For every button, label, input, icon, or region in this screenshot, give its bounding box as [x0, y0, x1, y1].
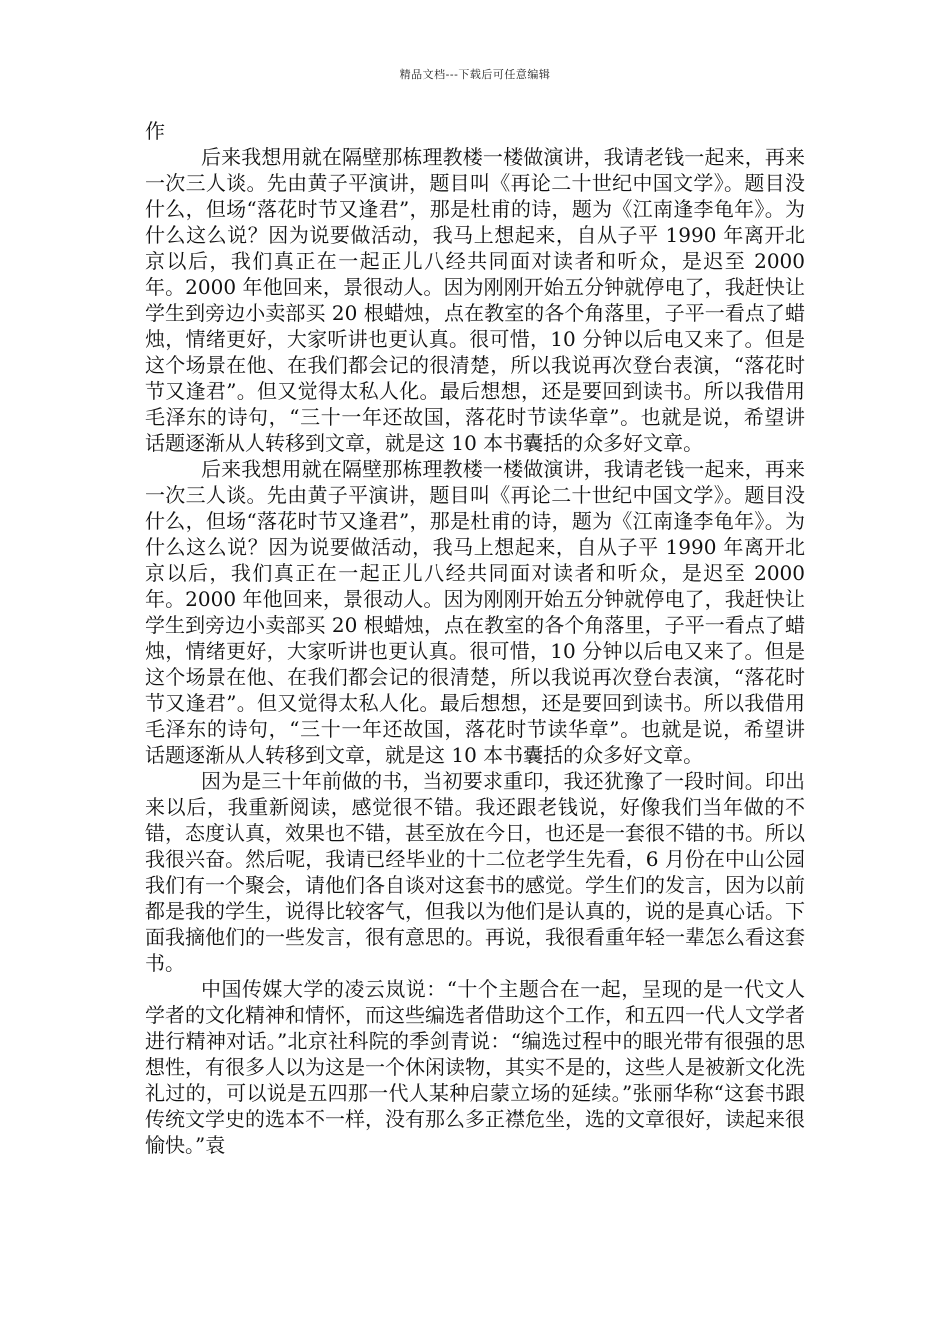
- paragraph: 后来我想用就在隔壁那栋理教楼一楼做演讲，我请老钱一起来，再来一次三人谈。先由黄子平演讲，题目叫《再论二十世纪中国文学》。题目没什么，但场“落花时节又逢君”，那是杜甫的诗，题为《江南逢李龟年》。为什么这么说？因为说要做活动，我马上想起来，自从子平 1990 年离开北京以后，我们真正在一起正儿八经共同面对读者和听众，是迟至 2000 年。2000 年他回来，景很动人。因为刚刚开始五分钟就停电了，我赶快让学生到旁边小卖部买 20 根蜡烛，点在教室的各个角落里，子平一看点了蜡烛，情绪更好，大家听讲也更认真。很可惜，10 分钟以后电又来了。但是这个场景在他、在我们都会记的很清楚，所以我说再次登台表演，“落花时节又逢君”。但又觉得太私人化。最后想想，还是要回到读书。所以我借用毛泽东的诗句，“三十一年还故国，落花时节读华章”。也就是说，希望讲话题逐渐从人转移到文章，就是这 10 本书囊括的众多好文章。: [145, 145, 805, 455]
- paragraph: 中国传媒大学的凌云岚说：“十个主题合在一起，呈现的是一代文人学者的文化精神和情怀，而这些编选者借助这个工作，和五四一代人文学者进行精神对话。”北京社科院的季剑青说：“编选过程中的眼光带有很强的思想性，有很多人以为这是一个休闲读物，其实不是的，这些人是被新文化洗礼过的，可以说是五四那一代人某种启蒙立场的延续。”张丽华称“这套书跟传统文学史的选本不一样，没有那么多正襟危坐，选的文章很好，读起来很愉快。”袁: [145, 977, 805, 1157]
- document-body: [145, 118, 805, 1158]
- paragraph-fragment: 作: [145, 119, 165, 143]
- paragraph: 后来我想用就在隔壁那栋理教楼一楼做演讲，我请老钱一起来，再来一次三人谈。先由黄子平演讲，题目叫《再论二十世纪中国文学》。题目没什么，但场“落花时节又逢君”，那是杜甫的诗，题为《江南逢李龟年》。为什么这么说？因为说要做活动，我马上想起来，自从子平 1990 年离开北京以后，我们真正在一起正儿八经共同面对读者和听众，是迟至 2000 年。2000 年他回来，景很动人。因为刚刚开始五分钟就停电了，我赶快让学生到旁边小卖部买 20 根蜡烛，点在教室的各个角落里，子平一看点了蜡烛，情绪更好，大家听讲也更认真。很可惜，10 分钟以后电又来了。但是这个场景在他、在我们都会记的很清楚，所以我说再次登台表演，“落花时节又逢君”。但又觉得太私人化。最后想想，还是要回到读书。所以我借用毛泽东的诗句，“三十一年还故国，落花时节读华章”。也就是说，希望讲话题逐渐从人转移到文章，就是这 10 本书囊括的众多好文章。: [145, 457, 805, 767]
- page-header: 精品文档---下载后可任意编辑: [399, 68, 551, 81]
- paragraph: 因为是三十年前做的书，当初要求重印，我还犹豫了一段时间。印出来以后，我重新阅读，感觉很不错。我还跟老钱说，好像我们当年做的不错，态度认真，效果也不错，甚至放在今日，也还是一套很不错的书。所以我很兴奋。然后呢，我请已经毕业的十二位老学生先看，6 月份在中山公园我们有一个聚会，请他们各自谈对这套书的感觉。学生们的发言，因为以前都是我的学生，说得比较客气，但我以为他们是认真的，说的是真心话。下面我摘他们的一些发言，很有意思的。再说，我很看重年轻一辈怎么看这套书。: [145, 769, 805, 975]
